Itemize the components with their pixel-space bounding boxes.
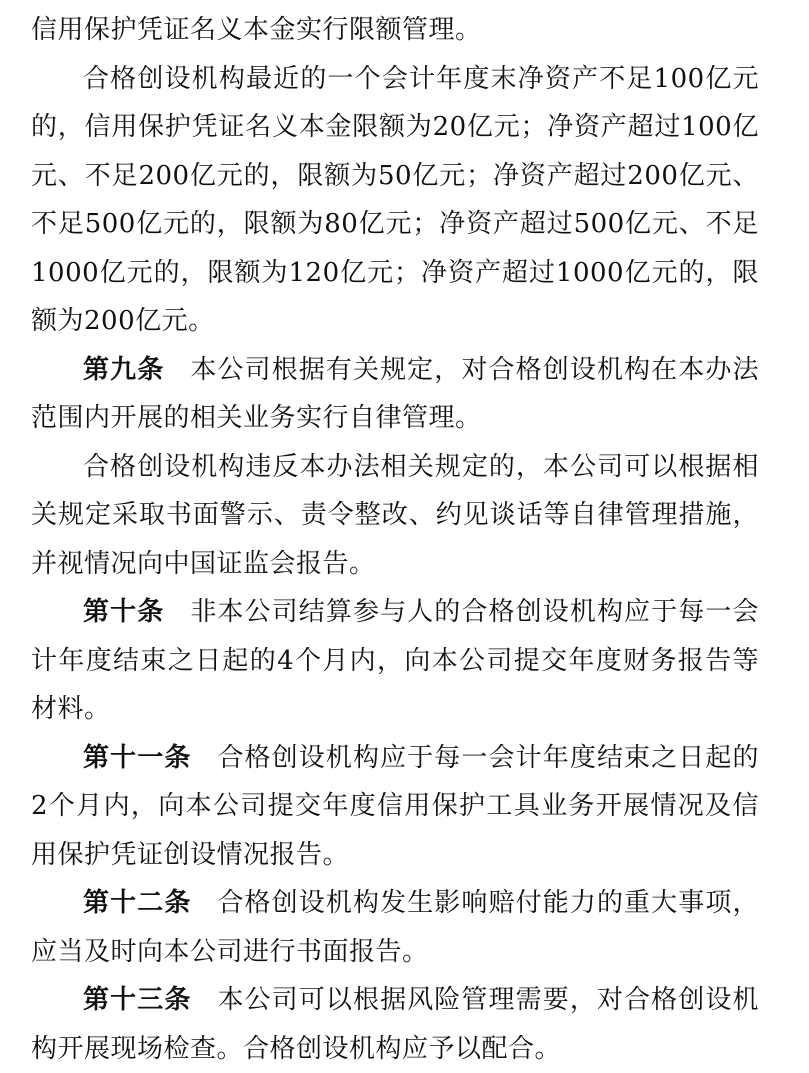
paragraph-limit-tiers	[31, 55, 759, 346]
paragraph-text: 信用保护凭证名义本金实行限额管理。	[31, 15, 482, 45]
article-heading: 第九条	[83, 354, 165, 385]
paragraph-text: 本公司可以根据风险管理需要，对合格创设机构开展现场检查。合格创设机构应予以配合。	[31, 985, 759, 1064]
article-13	[31, 976, 759, 1073]
article-9	[31, 346, 759, 443]
paragraph-limit-intro	[31, 6, 759, 55]
paragraph-text: 非本公司结算参与人的合格创设机构应于每一会计年度结束之日起的4个月内，向本公司提交年度财务报告等材料。	[31, 597, 759, 724]
document-page	[31, 6, 759, 1073]
article-heading: 第十三条	[83, 985, 192, 1015]
article-12	[31, 879, 759, 976]
article-heading: 第十二条	[83, 888, 192, 918]
article-heading: 第十条	[83, 597, 165, 627]
paragraph-text: 合格创设机构发生影响赔付能力的重大事项，应当及时向本公司进行书面报告。	[31, 888, 759, 967]
paragraph-text: 合格创设机构最近的一个会计年度末净资产不足100亿元的，信用保护凭证名义本金限额为20亿元；净资产超过100亿元、不足200亿元的，限额为50亿元；净资产超过200亿元、不足500亿元的，限额为80亿元；净资产超过500亿元、不足1000亿元的，限额为120亿元；净资产超过1000亿元的，限额为200亿元。	[31, 63, 759, 336]
paragraph-violation-measures	[31, 443, 759, 589]
paragraph-text: 本公司根据有关规定，对合格创设机构在本办法范围内开展的相关业务实行自律管理。	[31, 354, 759, 433]
paragraph-text: 合格创设机构违反本办法相关规定的，本公司可以根据相关规定采取书面警示、责令整改、约见谈话等自律管理措施，并视情况向中国证监会报告。	[31, 451, 759, 579]
article-heading: 第十一条	[83, 742, 192, 773]
article-11	[31, 734, 759, 880]
article-10	[31, 588, 759, 734]
paragraph-text: 合格创设机构应于每一会计年度结束之日起的2个月内，向本公司提交年度信用保护工具业务开展情况及信用保护凭证创设情况报告。	[31, 742, 759, 870]
